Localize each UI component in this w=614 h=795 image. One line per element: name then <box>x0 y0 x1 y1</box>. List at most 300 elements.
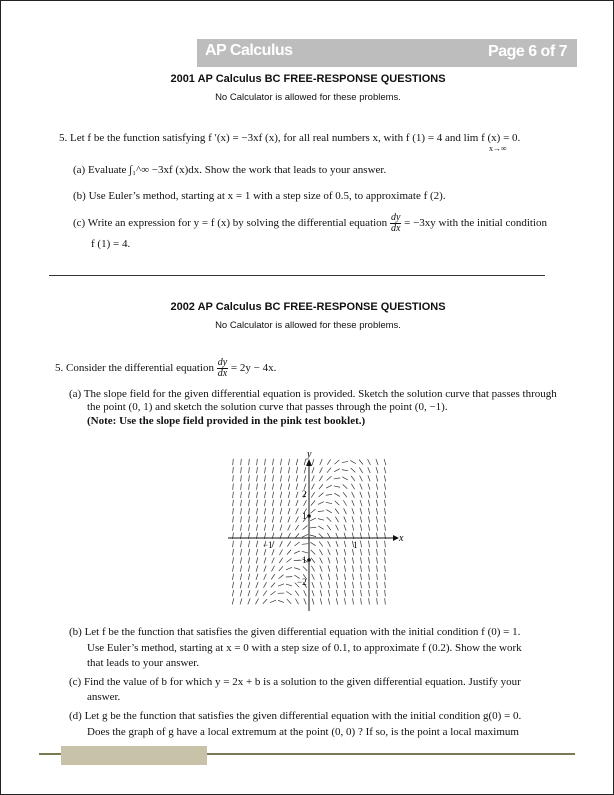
frac-denominator: dx <box>390 223 401 234</box>
slope-segment <box>304 475 306 481</box>
slope-segment <box>232 557 233 563</box>
slope-segment <box>368 516 369 522</box>
slope-segment <box>287 599 291 604</box>
slope-segment <box>288 508 290 514</box>
slope-segment <box>368 549 369 555</box>
slope-segment <box>384 475 385 481</box>
slope-segment <box>351 484 354 489</box>
slope-segment <box>248 574 250 580</box>
slope-segment <box>384 508 385 514</box>
slope-segment <box>241 524 242 530</box>
slope-segment <box>280 483 281 489</box>
slope-segment <box>328 582 330 588</box>
slope-segment <box>319 476 322 481</box>
slope-segment <box>328 590 329 596</box>
slope-segment <box>304 459 306 465</box>
slope-segment <box>256 541 257 547</box>
slope-segment <box>296 517 299 523</box>
slope-segment <box>360 541 361 547</box>
slope-segment <box>288 525 291 531</box>
slope-segment <box>385 541 386 547</box>
slope-segment <box>368 467 370 473</box>
slope-segment <box>353 598 354 604</box>
slope-segment <box>368 484 370 490</box>
point-0-1 <box>307 514 311 518</box>
slope-segment <box>272 525 274 531</box>
slope-segment <box>343 484 348 488</box>
slope-segment <box>335 501 340 505</box>
slope-segment <box>288 475 289 481</box>
slope-segment <box>328 549 330 555</box>
slope-segment <box>248 557 249 563</box>
slope-segment <box>233 541 234 547</box>
slope-segment <box>335 509 339 514</box>
slope-segment <box>287 558 292 562</box>
slope-segment <box>265 483 266 489</box>
slope-segment <box>265 475 266 481</box>
slope-segment <box>280 475 281 481</box>
slope-segment <box>385 557 386 563</box>
slope-segment <box>265 467 266 473</box>
slope-segment <box>296 459 297 465</box>
slope-segment <box>263 599 267 604</box>
slope-segment <box>256 574 258 580</box>
slope-segment <box>352 516 354 522</box>
slope-segment <box>311 501 315 506</box>
section1-title: 2001 AP Calculus BC FREE-RESPONSE QUESTIONS <box>170 73 446 85</box>
slope-segment <box>361 574 362 580</box>
slope-segment <box>233 492 234 498</box>
slope-segment <box>233 475 234 481</box>
limit-subscript: x→∞ <box>489 144 507 153</box>
slope-segment <box>264 500 265 506</box>
slope-segment <box>264 557 266 563</box>
slope-segment <box>335 517 338 523</box>
slope-segment <box>295 591 299 596</box>
slope-segment <box>319 493 324 497</box>
slope-segment <box>249 483 250 489</box>
slope-segment <box>311 509 316 513</box>
dy-dx-fraction <box>390 213 401 234</box>
slope-segment <box>344 541 346 547</box>
slope-segment <box>264 574 267 580</box>
x-tick-neg1: −1 <box>263 540 273 550</box>
slope-segment <box>272 516 274 522</box>
slope-segment <box>352 492 355 498</box>
slope-segment <box>249 500 250 506</box>
slope-segment <box>376 516 377 522</box>
slope-segment <box>376 500 377 506</box>
slope-segment <box>280 525 282 531</box>
slope-segment <box>264 516 265 522</box>
slope-segment <box>360 476 363 482</box>
slope-segment <box>248 598 250 604</box>
slope-segment <box>241 508 242 514</box>
frac-numerator-2: dy <box>217 357 228 368</box>
slope-segment <box>256 582 258 588</box>
slope-segment <box>385 524 386 530</box>
slope-segment <box>280 516 282 522</box>
slope-segment <box>377 590 378 596</box>
slope-segment <box>368 459 371 465</box>
slope-segment <box>248 590 250 596</box>
slope-segment <box>376 508 377 514</box>
slope-segment <box>376 524 377 530</box>
slope-segment <box>376 467 378 473</box>
dy-dx-fraction-2 <box>217 358 228 379</box>
slope-segment <box>280 549 283 555</box>
slope-segment <box>368 524 369 530</box>
slope-segment <box>302 551 308 553</box>
slope-segment <box>256 524 257 530</box>
y-tick-1: 1 <box>302 511 307 521</box>
slope-segment <box>385 582 386 588</box>
slope-segment <box>287 550 291 555</box>
slope-segment <box>335 460 340 464</box>
slope-segment <box>310 542 315 545</box>
slope-segment <box>377 565 378 571</box>
slope-segment <box>344 516 346 522</box>
slope-segment <box>344 565 345 571</box>
slope-segment <box>344 525 346 531</box>
slope-segment <box>336 566 338 572</box>
slope-segment <box>257 467 258 473</box>
course-title: AP Calculus <box>205 42 293 59</box>
slope-segment <box>360 508 362 514</box>
slope-segment <box>343 500 346 506</box>
slope-segment <box>369 590 370 596</box>
slope-segment <box>384 483 385 489</box>
slope-segment <box>320 459 323 465</box>
slope-segment <box>241 475 242 481</box>
slope-segment <box>257 459 258 465</box>
slope-segment <box>294 551 300 554</box>
slope-segment <box>304 467 306 473</box>
slope-segment <box>288 459 289 465</box>
slope-segment <box>353 590 354 596</box>
slope-segment <box>278 584 284 586</box>
slope-segment <box>320 566 322 572</box>
slope-segment <box>376 475 378 481</box>
slope-segment <box>280 500 282 506</box>
q5-2002-part-d-line1: (d) Let g be the function that satisfies the given differential equation with the initial condition g(0) = 0. <box>69 710 522 722</box>
slope-segment <box>352 508 354 514</box>
x-axis-label: x <box>399 533 404 544</box>
slope-field-graph <box>223 448 405 614</box>
slope-segment <box>377 557 378 563</box>
slope-segment <box>304 598 306 604</box>
slope-segment <box>336 582 337 588</box>
slope-segment <box>384 492 385 498</box>
slope-segment <box>288 516 290 522</box>
q5-2002-part-a-line1: (a) The slope field for the given differential equation is provided. Sketch the solution curve that passes through <box>69 388 557 400</box>
slope-segment <box>369 557 370 563</box>
slope-segment <box>352 565 353 571</box>
slope-segment <box>232 590 233 596</box>
slope-segment <box>318 502 324 505</box>
slope-segment <box>233 467 234 473</box>
slope-segment <box>272 492 273 498</box>
slope-segment <box>369 598 370 604</box>
q5-2002-part-a-line2: the point (0, 1) and sketch the solution curve that passes through the point (0, −1). <box>87 401 448 413</box>
slope-segment <box>241 492 242 498</box>
slope-segment <box>385 565 386 571</box>
section-divider <box>49 275 545 276</box>
slope-segment <box>328 574 330 580</box>
slope-segment <box>360 516 362 522</box>
slope-segment <box>342 470 348 471</box>
slope-segment <box>311 566 314 572</box>
y-axis-label: y <box>307 449 312 460</box>
slope-segment <box>385 574 386 580</box>
slope-segment <box>232 598 234 604</box>
slope-segment <box>312 574 315 580</box>
slope-segment <box>296 508 299 514</box>
slope-segment <box>368 541 369 547</box>
slope-segment <box>312 590 314 596</box>
y-axis-arrow-icon <box>306 459 312 466</box>
slope-segment <box>351 468 356 472</box>
slope-segment <box>241 500 242 506</box>
slope-segment <box>296 500 298 506</box>
slope-segment <box>360 565 361 571</box>
slope-segment <box>352 525 354 531</box>
q5-2002-part-b-line1: (b) Let f be the function that satisfies the given differential equation with the initial condition f (0) = 1. <box>69 626 521 638</box>
slope-segment <box>351 476 355 481</box>
slope-segment <box>240 541 241 547</box>
slope-segment <box>272 508 273 514</box>
slope-segment <box>334 478 340 479</box>
slope-segment <box>344 598 345 604</box>
slope-segment <box>288 492 290 498</box>
slope-segment <box>240 557 241 563</box>
slope-segment <box>377 541 378 547</box>
slope-segment <box>311 558 315 563</box>
slope-segment <box>302 534 308 537</box>
slope-segment <box>288 500 290 506</box>
slope-segment <box>320 467 323 473</box>
slope-segment <box>318 511 324 512</box>
slope-segment <box>326 502 332 503</box>
slope-segment <box>273 459 274 465</box>
slope-segment <box>304 590 307 596</box>
slope-segment <box>240 582 242 588</box>
slope-segment <box>327 459 330 464</box>
slope-segment <box>336 590 337 596</box>
slope-segment <box>278 575 283 579</box>
slope-segment <box>361 582 362 588</box>
slope-segment <box>279 558 283 563</box>
slope-segment <box>233 516 234 522</box>
slope-segment <box>257 492 258 498</box>
slope-segment <box>232 565 233 571</box>
q5-2001-part-c <box>73 213 547 234</box>
slope-segment <box>312 467 314 473</box>
slope-segment <box>296 492 298 498</box>
slope-segment <box>303 566 307 571</box>
slope-segment <box>359 467 362 472</box>
slope-segment <box>352 574 353 580</box>
slope-segment <box>233 549 234 555</box>
slope-segment <box>272 500 273 506</box>
slope-segment <box>336 541 338 547</box>
slope-segment <box>344 574 345 580</box>
slope-segment <box>263 591 267 596</box>
slope-segment <box>319 549 322 555</box>
slope-segment <box>360 524 361 530</box>
slope-segment <box>344 549 346 555</box>
slope-segment <box>278 600 284 602</box>
slope-segment <box>352 549 353 555</box>
slope-segment <box>318 526 323 529</box>
q5-2002-part-b-line2: Use Euler’s method, starting at x = 0 with a step size of 0.1, to approximate f (0.2). Show the work <box>87 642 522 654</box>
page-number: Page 6 of 7 <box>488 43 567 60</box>
slope-segment <box>369 582 370 588</box>
slope-segment <box>327 525 331 530</box>
slope-segment <box>241 467 242 473</box>
slope-segment <box>336 598 337 604</box>
slope-segment <box>368 500 370 506</box>
slope-segment <box>295 525 298 530</box>
slope-segment <box>368 475 370 481</box>
slope-segment <box>319 484 323 489</box>
slope-segment <box>344 557 345 563</box>
slope-segment <box>336 525 339 531</box>
slope-segment <box>326 510 331 513</box>
slope-segment <box>272 475 273 481</box>
slope-segment <box>241 459 242 465</box>
slope-segment <box>240 574 241 580</box>
slope-segment <box>249 492 250 498</box>
slope-segment <box>385 590 386 596</box>
slope-segment <box>311 550 316 555</box>
slope-segment <box>384 516 385 522</box>
slope-segment <box>270 591 275 595</box>
slope-segment <box>361 590 362 596</box>
slope-segment <box>249 516 250 522</box>
slope-segment <box>344 590 345 596</box>
slope-segment <box>336 574 337 580</box>
slope-segment <box>359 459 363 464</box>
slope-segment <box>241 516 242 522</box>
slope-segment <box>256 508 257 514</box>
slope-segment <box>385 549 386 555</box>
slope-segment <box>384 467 386 473</box>
slope-segment <box>280 459 281 465</box>
slope-segment <box>350 460 356 463</box>
slope-segment <box>377 598 378 604</box>
frac-numerator: dy <box>390 212 401 223</box>
page-header-bar <box>197 39 577 67</box>
q5-2001-part-b: (b) Use Euler’s method, starting at x = 1 with a step size of 0.5, to approximate f (2). <box>73 190 446 202</box>
slope-segment <box>377 574 378 580</box>
slope-segment <box>240 590 242 596</box>
slope-segment <box>272 557 275 563</box>
slope-segment <box>336 549 338 555</box>
slope-segment <box>280 508 282 514</box>
slope-segment <box>328 566 330 572</box>
slope-segment <box>312 459 314 465</box>
slope-segment <box>360 492 362 498</box>
slope-segment <box>376 459 378 465</box>
slope-segment <box>249 475 250 481</box>
slope-segment <box>376 492 377 498</box>
q5-2002-part-d-line2: Does the graph of g have a local extremum at the point (0, 0) ? If so, is the point a local maximum <box>87 726 519 738</box>
slope-segment <box>311 492 314 497</box>
slope-segment <box>352 500 354 506</box>
slope-segment <box>272 566 275 572</box>
y-tick-2: 2 <box>302 489 307 499</box>
slope-segment <box>320 598 322 604</box>
slope-segment <box>328 557 330 563</box>
point-0-neg1 <box>307 558 311 562</box>
slope-segment <box>361 598 362 604</box>
slope-segment <box>248 541 249 547</box>
slope-segment <box>342 477 348 480</box>
slope-segment <box>233 483 234 489</box>
slope-segment <box>344 508 347 514</box>
slope-segment <box>296 484 298 490</box>
slope-segment <box>256 557 258 563</box>
slope-segment <box>240 598 242 604</box>
slope-segment <box>249 459 250 465</box>
slope-segment <box>280 492 281 498</box>
slope-segment <box>256 549 258 555</box>
slope-segment <box>264 508 265 514</box>
slope-segment <box>248 582 250 588</box>
slope-segment <box>376 484 378 490</box>
slope-segment <box>264 492 265 498</box>
slope-segment <box>360 557 361 563</box>
slope-segment <box>263 582 266 588</box>
slope-segment <box>385 598 386 604</box>
slope-segment <box>296 467 298 473</box>
q5-2001-part-c-line2: f (1) = 4. <box>91 238 131 250</box>
q5-2002-part-a-note: (Note: Use the slope field provided in the pink test booklet.) <box>87 415 366 427</box>
slope-segment <box>310 518 316 521</box>
slope-segment <box>287 541 290 546</box>
slope-segment <box>352 582 353 588</box>
slope-segment <box>241 483 242 489</box>
slope-segment <box>265 459 266 465</box>
slope-segment <box>295 542 300 546</box>
q5-2002-intro <box>55 358 276 379</box>
part-c-text-pre: (c) Write an expression for y = f (x) by solving the differential equation <box>73 217 388 230</box>
slope-segment <box>279 566 283 571</box>
q5-2002-part-c-line2: answer. <box>87 691 121 703</box>
slope-segment <box>310 527 316 528</box>
slope-segment <box>343 492 347 497</box>
frac-denominator-2: dx <box>217 368 228 379</box>
slope-segment <box>320 558 323 564</box>
slope-segment <box>288 467 289 473</box>
slope-segment <box>256 590 259 596</box>
slope-segment <box>328 598 329 604</box>
intro-text-post: = 2y − 4x. <box>230 362 277 375</box>
slope-segment <box>342 461 348 462</box>
slope-segment <box>312 582 314 588</box>
slope-segment <box>255 599 258 605</box>
slope-segment <box>312 475 315 481</box>
slope-segment <box>233 459 234 465</box>
slope-segment <box>327 517 332 521</box>
slope-segment <box>257 500 258 506</box>
slope-segment <box>334 486 340 487</box>
slope-segment <box>240 549 241 555</box>
slope-segment <box>280 541 283 547</box>
slope-segment <box>368 492 370 498</box>
slope-segment <box>369 565 370 571</box>
